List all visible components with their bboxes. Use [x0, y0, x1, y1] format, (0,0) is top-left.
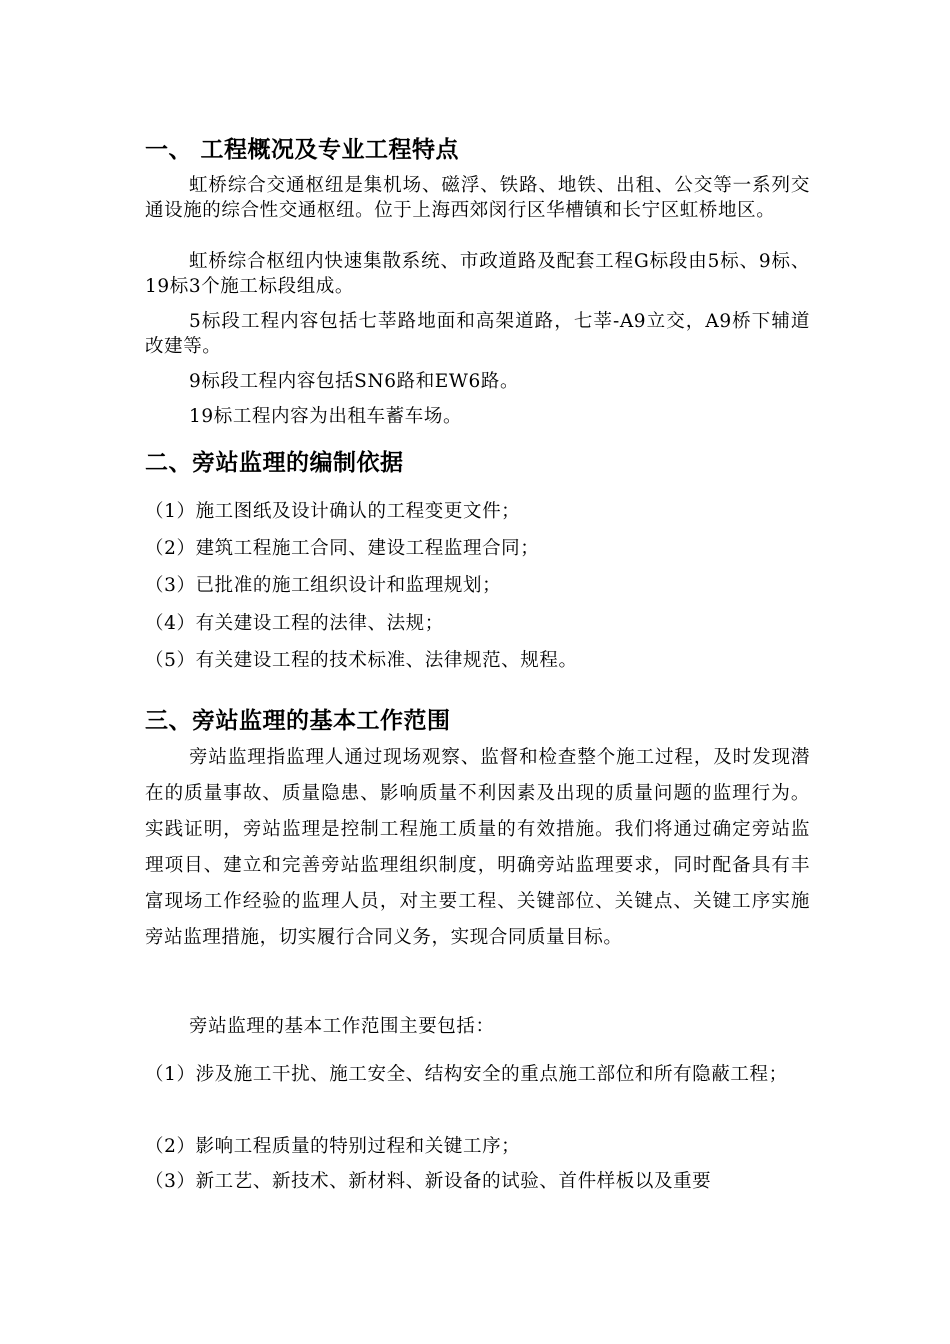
section-3-heading: 三、旁站监理的基本工作范围 [145, 708, 451, 734]
section-2-item-2: （2）建筑工程施工合同、建设工程监理合同； [145, 538, 540, 559]
section-1-paragraph-3: 5标段工程内容包括七莘路地面和高架道路，七莘-A9立交，A9桥下辅道改建等。 [145, 311, 810, 357]
section-1-paragraph-4: 9标段工程内容包括SN6路和EW6路。 [189, 371, 520, 392]
section-2-heading: 二、旁站监理的编制依据 [145, 450, 404, 476]
section-2-item-5: （5）有关建设工程的技术标准、法律规范、规程。 [145, 650, 578, 671]
section-1-paragraph-5: 19标工程内容为出租车蓄车场。 [189, 406, 463, 427]
section-2-item-4: （4）有关建设工程的法律、法规； [145, 613, 444, 634]
section-3-item-3: （3）新工艺、新技术、新材料、新设备的试验、首件样板以及重要 [145, 1171, 712, 1192]
section-1-heading: 一、 工程概况及专业工程特点 [145, 137, 460, 163]
section-3-paragraph: 旁站监理指监理人通过现场观察、监督和检查整个施工过程，及时发现潜在的质量事故、质量隐患、影响质量不利因素及出现的质量问题的监理行为。实践证明，旁站监理是控制工程施工质量的有效措施。我们将通过确定旁站监理项目、建立和完善旁站监理组织制度，明确旁站监理要求，同时配备具有丰富现场工作经验的监理人员，对主要工程、关键部位、关键点、关键工序实施旁站监理措施，切实履行合同义务，实现合同质量目标。 [145, 747, 810, 948]
section-2-item-1: （1）施工图纸及设计确认的工程变更文件； [145, 501, 521, 522]
section-2-item-3: （3）已批准的施工组织设计和监理规划； [145, 575, 502, 596]
section-1-paragraph-1: 虹桥综合交通枢纽是集机场、磁浮、铁路、地铁、出租、公交等一系列交通设施的综合性交通枢纽。位于上海西郊闵行区华槽镇和长宁区虹桥地区。 [145, 175, 810, 221]
section-1-paragraph-2: 虹桥综合枢纽内快速集散系统、市政道路及配套工程G标段由5标、9标、19标3个施工标段组成。 [145, 251, 810, 297]
section-3-item-2: （2）影响工程质量的特别过程和关键工序； [145, 1136, 521, 1157]
section-3-item-1: （1）涉及施工干扰、施工安全、结构安全的重点施工部位和所有隐蔽工程； [145, 1064, 788, 1085]
section-3-intro: 旁站监理的基本工作范围主要包括： [189, 1016, 495, 1037]
